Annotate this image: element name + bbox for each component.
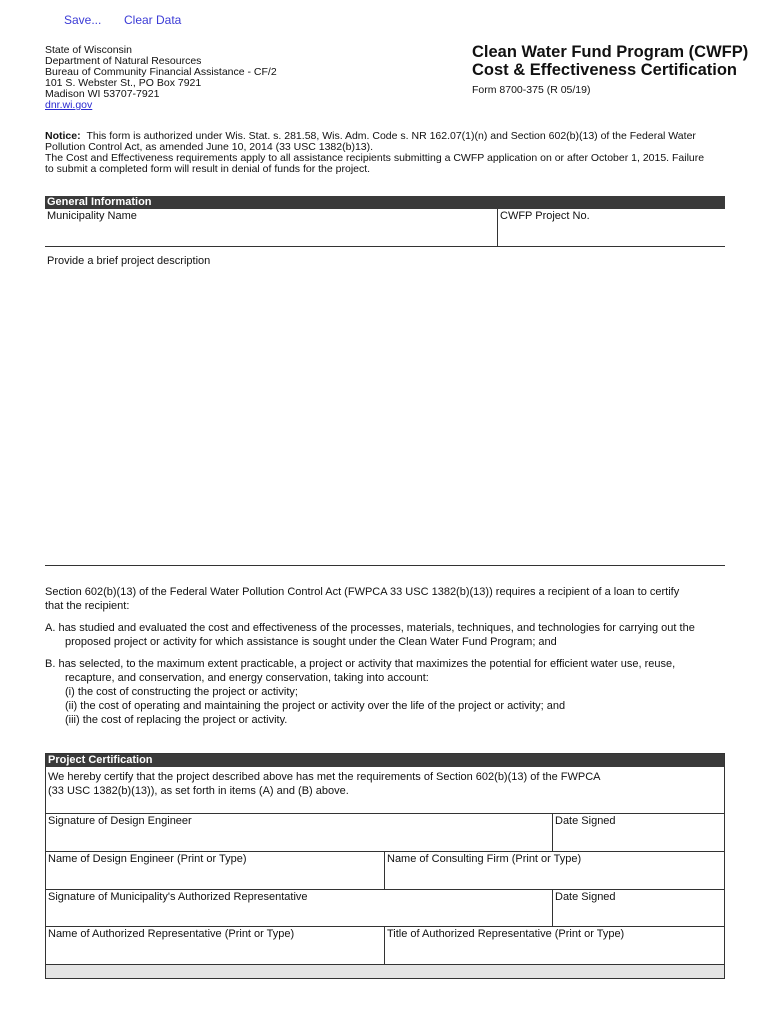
certification-statement [48,770,718,798]
section-602-item-b-2: recapture, and conservation, and energy conservation, taking into account: [65,672,429,684]
notice-text-3: The Cost and Effectiveness requirements apply to all assistance recipients submitting a CWFP application on or after October 1, 2015. Failure [45,152,705,164]
agency-street: 101 S. Webster St., PO Box 7921 [45,77,202,89]
notice-text-4: to submit a completed form will result in denial of funds for the project. [45,163,371,175]
consulting-firm-label: Name of Consulting Firm (Print or Type) [387,853,582,865]
form-title: Clean Water Fund Program (CWFP) [472,43,749,61]
form-number: Form 8700-375 (R 05/19) [472,84,591,96]
agency-state: State of Wisconsin [45,44,132,56]
general-information-header: General Information [45,196,725,209]
section-602-item-b-ii: (ii) the cost of operating and maintaining the project or activity over the life of the project or activity; and [65,700,566,712]
section-602-intro-1: Section 602(b)(13) of the Federal Water Pollution Control Act (FWPCA 33 USC 1382(b)(13)) requires a recipient of a loan to certify [45,586,680,598]
notice-label: Notice: [45,130,81,142]
notice [45,131,735,175]
project-description-field[interactable] [45,246,725,566]
section-602-item-b-1: B. has selected, to the maximum extent practicable, a project or activity that maximizes the potential for efficient water use, reuse, [45,658,676,670]
municipality-name-label: Municipality Name [47,210,137,222]
agency-website-link[interactable]: dnr.wi.gov [45,99,93,111]
notice-text-1: This form is authorized under Wis. Stat. s. 281.58, Wis. Adm. Code s. NR 162.07(1)(n) and Section 602(b)(13) of the Federal Water [86,130,696,142]
project-certification-header: Project Certification [46,754,724,767]
agency-city: Madison WI 53707-7921 [45,88,160,100]
agency-department: Department of Natural Resources [45,55,202,67]
section-602-item-a-1: A. has studied and evaluated the cost and effectiveness of the processes, materials, techniques, and technologies for carrying out the [45,622,695,634]
form-subtitle: Cost & Effectiveness Certification [472,61,737,79]
section-602-intro-2: that the recipient: [45,600,130,612]
certification-statement-2: (33 USC 1382(b)(13)), as set forth in items (A) and (B) above. [48,785,349,797]
notice-text-2: Pollution Control Act, as amended June 10, 2014 (33 USC 1382(b)13). [45,141,374,153]
representative-title-label: Title of Authorized Representative (Print or Type) [387,928,625,940]
engineer-date-signed-label: Date Signed [555,815,616,827]
certification-footer-bar [45,964,725,979]
representative-name-label: Name of Authorized Representative (Print or Type) [48,928,295,940]
section-602-text [45,585,735,727]
representative-signature-label: Signature of Municipality's Authorized Representative [48,891,308,903]
form-title-block [472,43,748,96]
save-button[interactable]: Save... [64,13,102,27]
project-description-label: Provide a brief project description [47,255,211,267]
cwfp-project-number-label: CWFP Project No. [500,210,590,222]
section-602-item-a-2: proposed project or activity for which assistance is sought under the Clean Water Fund Program; and [65,636,557,648]
design-engineer-name-label: Name of Design Engineer (Print or Type) [48,853,247,865]
agency-bureau: Bureau of Community Financial Assistance - CF/2 [45,66,277,78]
section-602-item-b-iii: (iii) the cost of replacing the project or activity. [65,714,288,726]
section-602-item-b-i: (i) the cost of constructing the project or activity; [65,686,298,698]
certification-statement-1: We hereby certify that the project described above has met the requirements of Section 602(b)(13) of the FWPCA [48,771,601,783]
clear-data-button[interactable]: Clear Data [124,13,182,27]
representative-date-signed-label: Date Signed [555,891,616,903]
agency-address [45,45,277,111]
design-engineer-signature-label: Signature of Design Engineer [48,815,192,827]
